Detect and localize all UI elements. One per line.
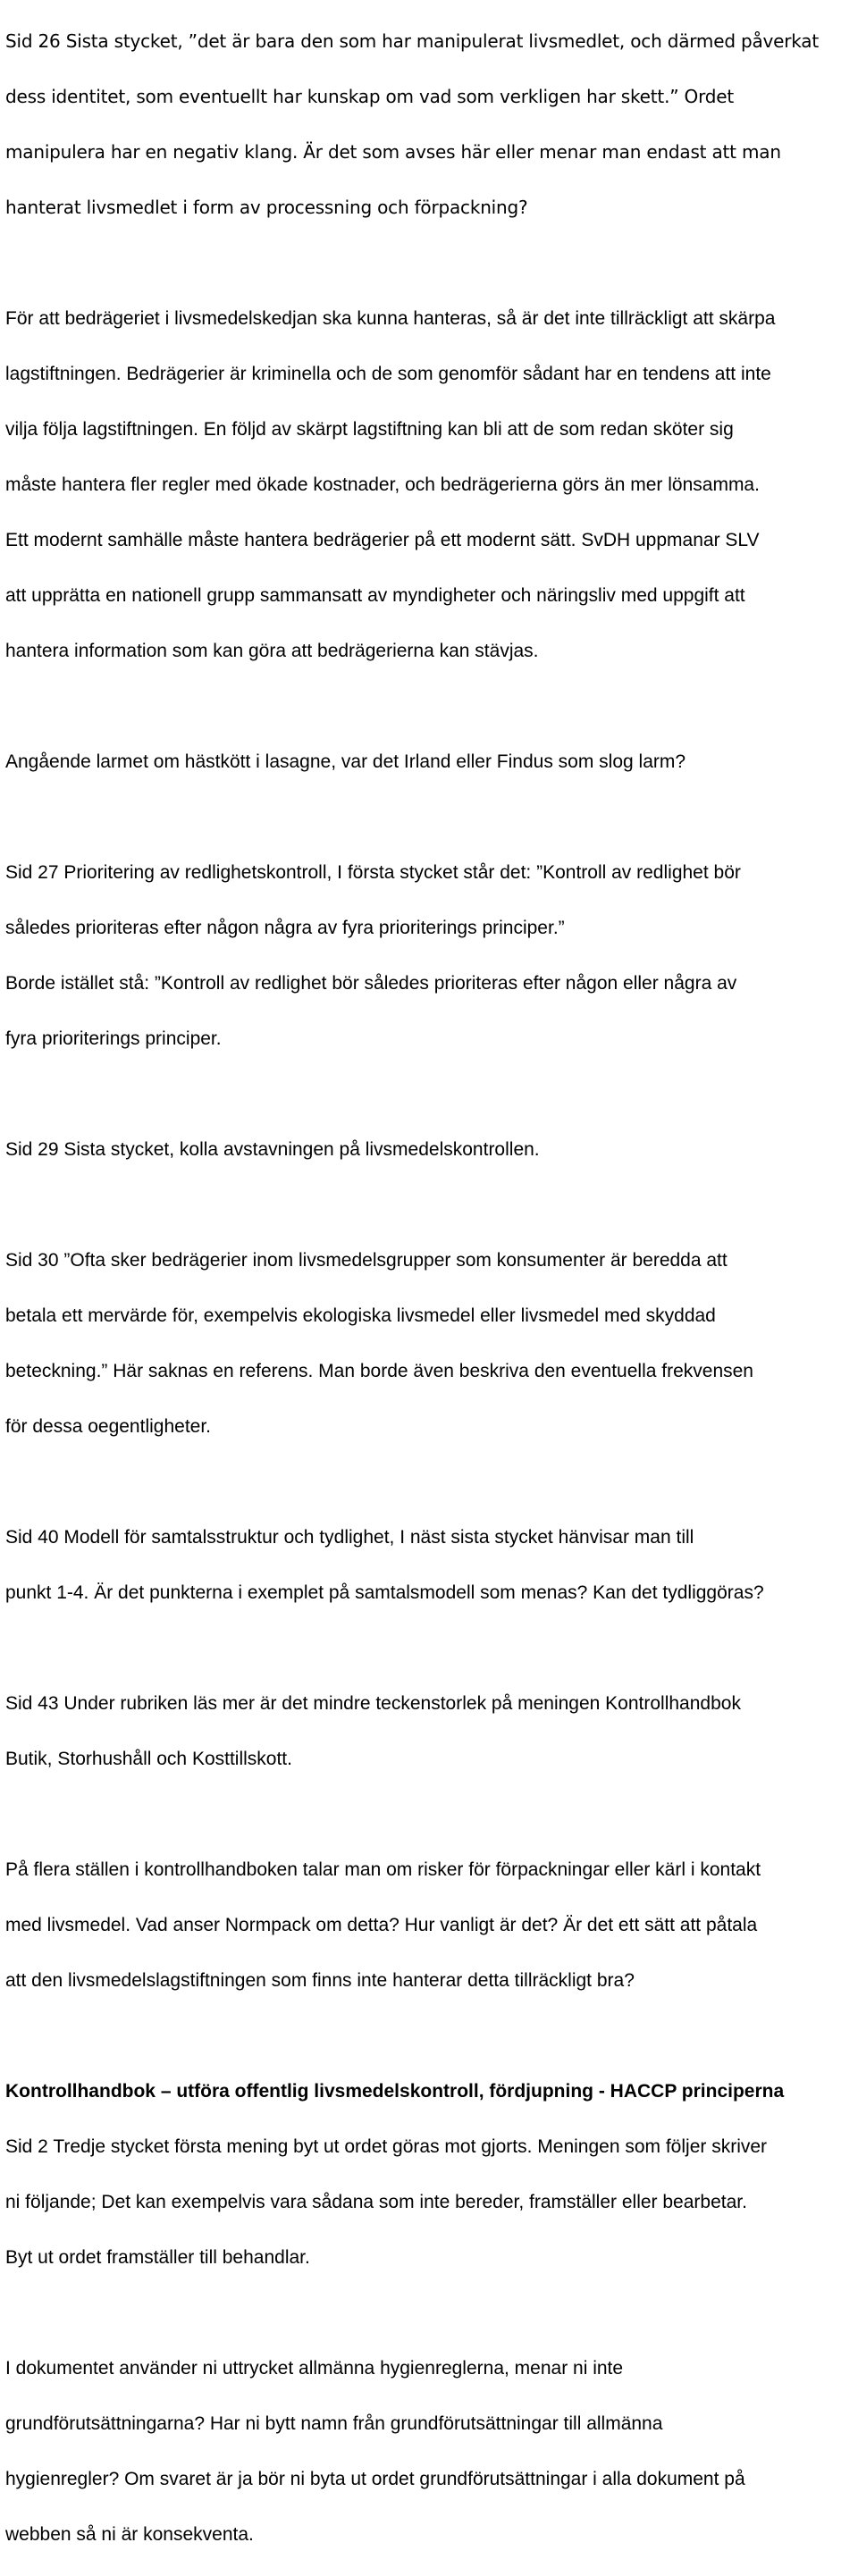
text-line: hantera information som kan göra att bedrägerierna kan stävjas. [5,641,539,661]
text-line: Sid 29 Sista stycket, kolla avstavningen på livsmedelskontrollen. [5,1139,540,1160]
text-line: I dokumentet använder ni uttrycket allmänna hygienreglerna, menar ni inte [5,2358,624,2379]
paragraph-sid-29 [5,1108,854,1191]
text-line: således prioriteras efter någon några av fyra prioriterings principer.” [5,918,565,938]
text-line: På flera ställen i kontrollhandboken talar man om risker för förpackningar eller kärl i kontakt [5,1859,761,1880]
text-line: Sid 2 Tredje stycket första mening byt ut ordet göras mot gjorts. Meningen som följer skriver [5,2136,768,2157]
paragraph-sid-43 [5,1662,854,1800]
text-line: Sid 43 Under rubriken läs mer är det mindre teckenstorlek på meningen Kontrollhandbok [5,1693,741,1714]
text-line: Sid 30 ”Ofta sker bedrägerier inom livsmedelsgrupper som konsumenter är beredda att [5,1250,728,1271]
text-line: manipulera har en negativ klang. Är det som avses här eller menar man endast att man [5,141,781,163]
text-line: Ett modernt samhälle måste hantera bedrägerier på ett modernt sätt. SvDH uppmanar SLV [5,530,760,550]
paragraph-sid-40 [5,1496,854,1634]
text-line: Borde istället stå: ”Kontroll av redlighet bör således prioriteras efter någon eller några av [5,973,737,994]
paragraph-sid-30 [5,1219,854,1468]
paragraph-forpackningar [5,1828,854,2022]
text-line: Sid 26 Sista stycket, ”det är bara den som har manipulerat livsmedlet, och därmed påverkat [5,30,820,52]
text-line: Butik, Storhushåll och Kosttillskott. [5,1749,292,1769]
paragraph-sid-26 [5,0,854,249]
text-line: beteckning.” Här saknas en referens. Man borde även beskriva den eventuella frekvensen [5,1361,753,1381]
paragraph-sid-27 [5,831,854,1080]
text-line: lagstiftningen. Bedrägerier är kriminella och de som genomför sådant har en tendens att inte [5,364,771,384]
text-line: ni följande; Det kan exempelvis vara sådana som inte bereder, framställer eller bearbetar. [5,2192,747,2212]
text-line: fyra prioriterings principer. [5,1028,222,1049]
text-line: att upprätta en nationell grupp sammansatt av myndigheter och näringsliv med uppgift att [5,585,745,606]
text-line: för dessa oegentligheter. [5,1416,211,1437]
text-line: med livsmedel. Vad anser Normpack om detta? Hur vanligt är det? Är det ett sätt att påtala [5,1915,758,1935]
text-line: grundförutsättningarna? Har ni bytt namn från grundförutsättningar till allmänna [5,2413,663,2434]
text-line: punkt 1-4. Är det punkterna i exemplet på samtalsmodell som menas? Kan det tydliggöras? [5,1582,764,1603]
document-page [5,0,854,2576]
text-line: Sid 27 Prioritering av redlighetskontroll, I första stycket står det: ”Kontroll av redlighet bör [5,862,741,883]
text-line: Angående larmet om hästkött i lasagne, var det Irland eller Findus som slog larm? [5,751,686,772]
text-line: För att bedrägeriet i livsmedelskedjan ska kunna hanteras, så är det inte tillräckligt att skärpa [5,308,776,329]
paragraph-bedrageri [5,277,854,692]
text-line: måste hantera fler regler med ökade kostnader, och bedrägerierna görs än mer lönsamma. [5,474,760,495]
text-line: Byt ut ordet framställer till behandlar. [5,2247,310,2268]
text-line: Sid 40 Modell för samtalsstruktur och tydlighet, I näst sista stycket hänvisar man till [5,1527,694,1548]
text-line: dess identitet, som eventuellt har kunskap om vad som verkligen har skett.” Ordet [5,86,735,107]
text-line: webben så ni är konsekventa. [5,2524,254,2545]
section-heading: Kontrollhandbok – utföra offentlig livsmedelskontroll, fördjupning - HACCP principerna [5,2081,785,2102]
text-line: betala ett mervärde för, exempelvis ekologiska livsmedel eller livsmedel med skyddad [5,1305,716,1326]
text-line: hygienregler? Om svaret är ja bör ni byta ut ordet grundförutsättningar i alla dokument på [5,2469,745,2489]
paragraph-hygienregler [5,2327,854,2576]
text-line: att den livsmedelslagstiftningen som finns inte hanterar detta tillräckligt bra? [5,1970,635,1991]
paragraph-kontrollhandbok-haccp [5,2050,854,2299]
text-line: hanterat livsmedlet i form av processning och förpackning? [5,197,528,218]
text-line: vilja följa lagstiftningen. En följd av skärpt lagstiftning kan bli att de som redan sköter sig [5,419,734,440]
paragraph-hastkott [5,720,854,803]
